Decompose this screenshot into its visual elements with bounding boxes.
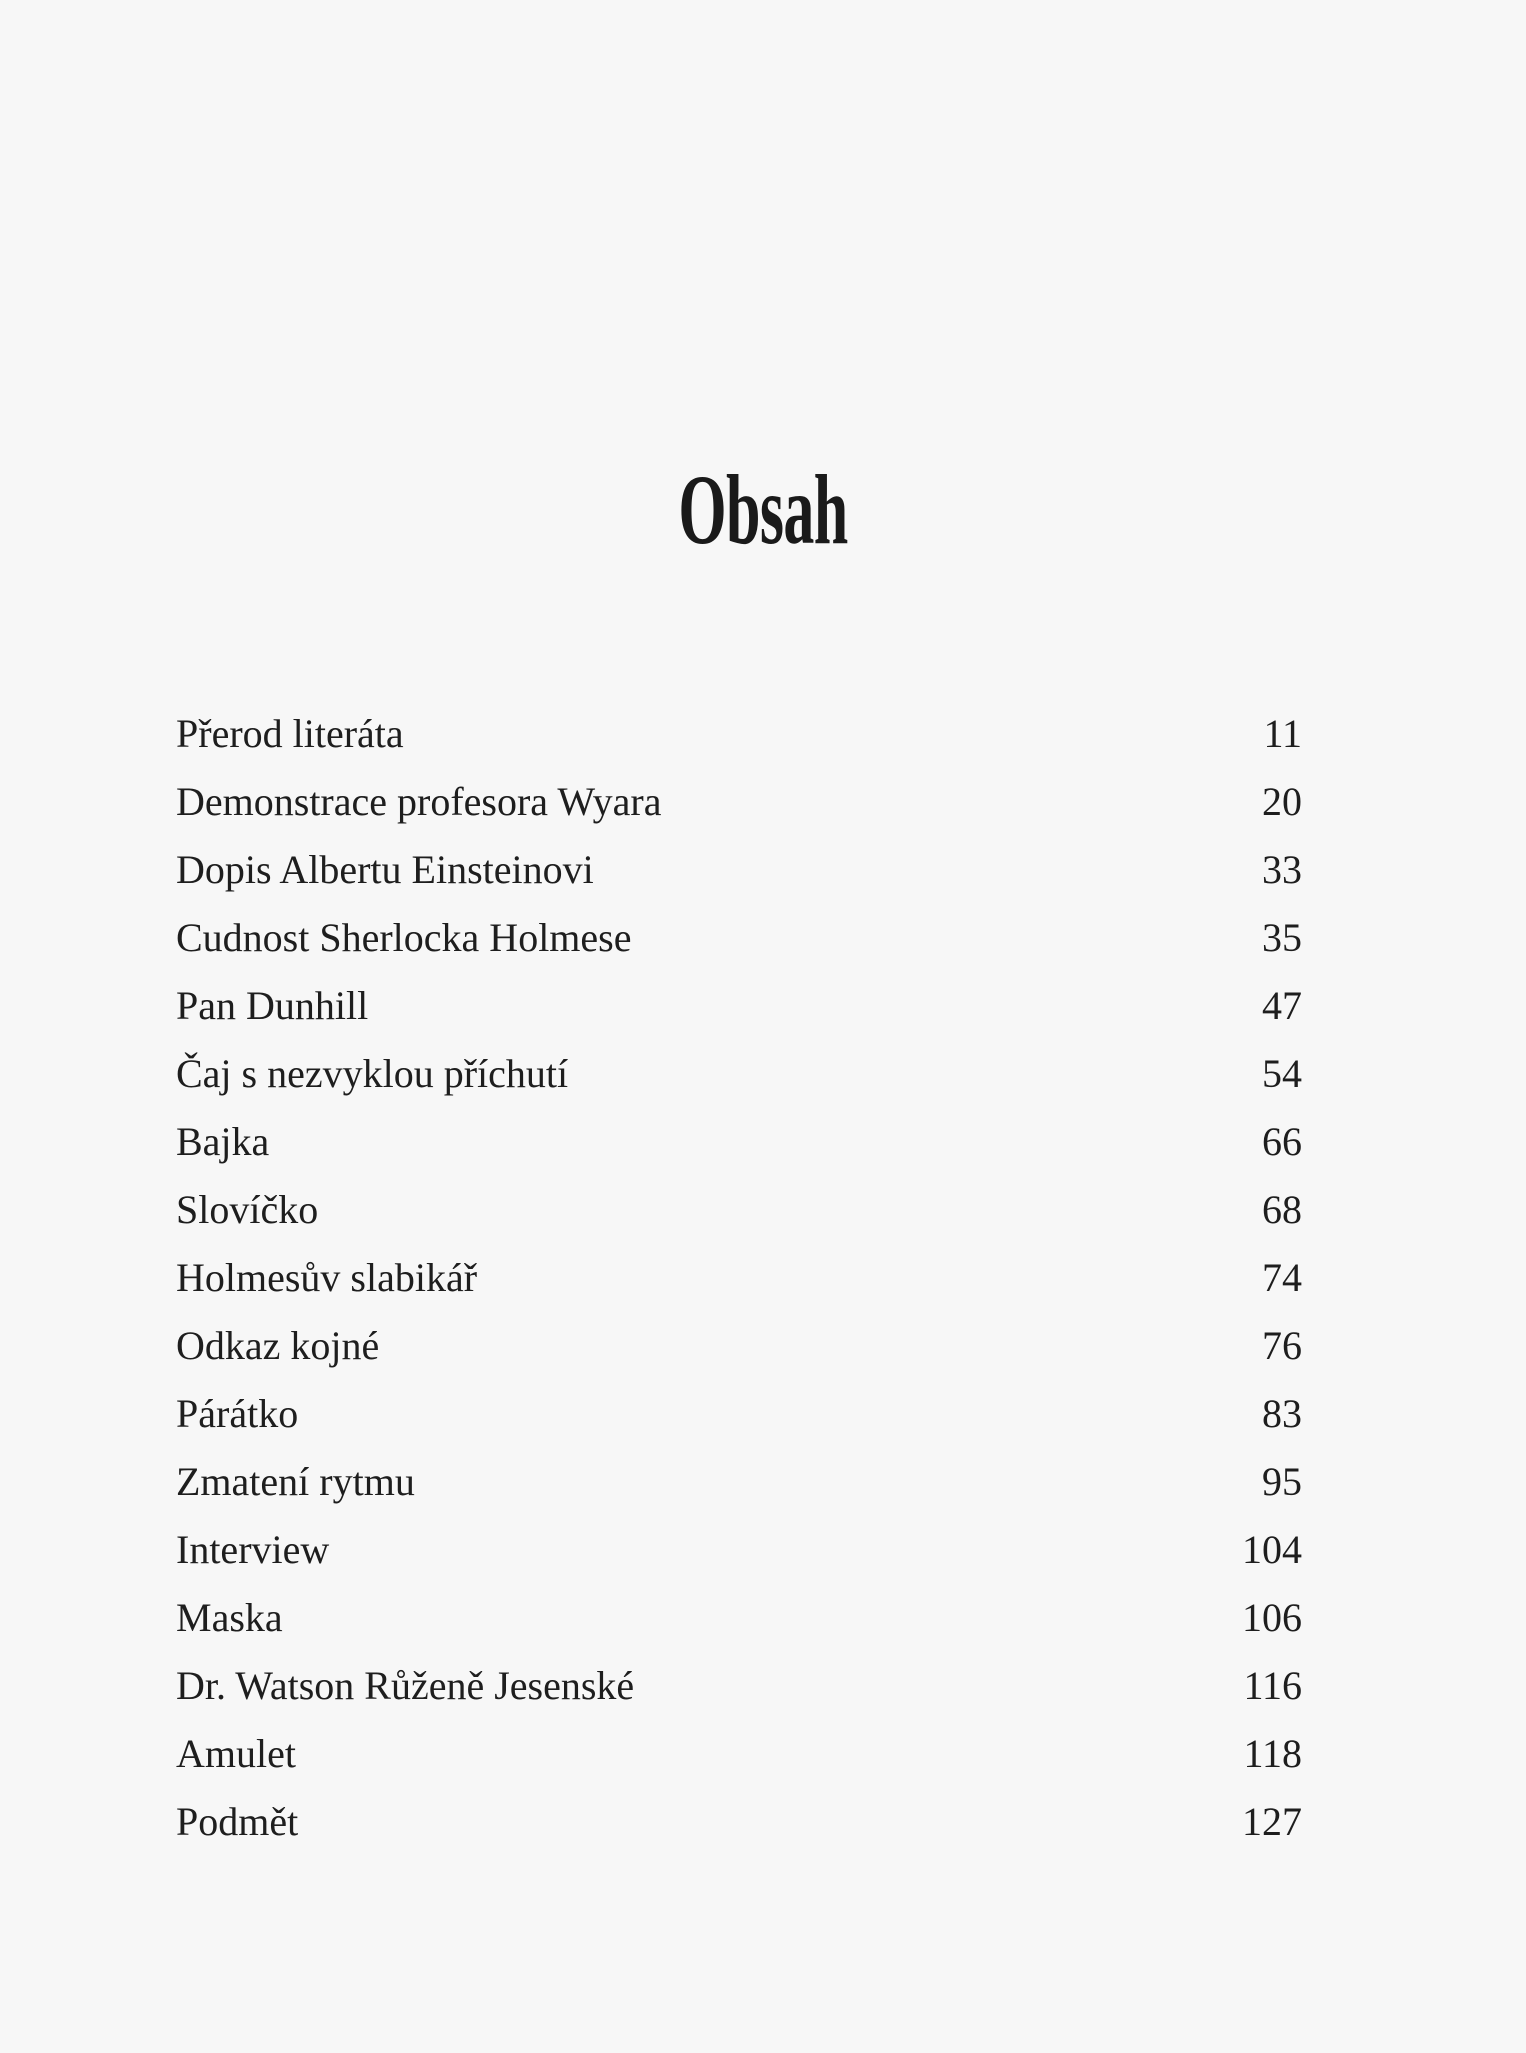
toc-entry-page: 76 — [1262, 1323, 1302, 1368]
toc-entry-title: Párátko — [176, 1391, 299, 1436]
toc-entry-title: Dopis Albertu Einsteinovi — [176, 847, 594, 892]
toc-entry-title: Holmesův slabikář — [176, 1255, 478, 1300]
toc-entry — [176, 700, 1302, 768]
toc-entry-page: 118 — [1243, 1731, 1302, 1776]
toc-entry — [176, 1448, 1302, 1516]
toc-entry — [176, 1720, 1302, 1788]
table-of-contents — [176, 700, 1302, 1856]
toc-entry — [176, 972, 1302, 1040]
toc-entry-page: 106 — [1242, 1595, 1302, 1640]
toc-entry-page: 83 — [1262, 1391, 1302, 1436]
toc-entry-page: 33 — [1262, 847, 1302, 892]
toc-entry — [176, 1108, 1302, 1176]
toc-entry-title: Odkaz kojné — [176, 1323, 380, 1368]
toc-entry-page: 74 — [1262, 1255, 1302, 1300]
toc-entry — [176, 768, 1302, 836]
toc-entry — [176, 1244, 1302, 1312]
toc-entry-title: Amulet — [176, 1731, 296, 1776]
toc-entry — [176, 1788, 1302, 1856]
toc-entry — [176, 1380, 1302, 1448]
toc-entry-page: 11 — [1263, 711, 1302, 756]
toc-entry — [176, 1652, 1302, 1720]
toc-entry-page: 104 — [1242, 1527, 1302, 1572]
toc-entry-title: Cudnost Sherlocka Holmese — [176, 915, 632, 960]
toc-entry — [176, 836, 1302, 904]
toc-entry-page: 116 — [1243, 1663, 1302, 1708]
toc-entry — [176, 904, 1302, 972]
toc-entry-page: 68 — [1262, 1187, 1302, 1232]
toc-entry-page: 20 — [1262, 779, 1302, 824]
toc-entry-title: Přerod literáta — [176, 711, 404, 756]
toc-entry — [176, 1584, 1302, 1652]
toc-entry-title: Bajka — [176, 1119, 270, 1164]
toc-entry-title: Interview — [176, 1527, 330, 1572]
toc-entry-page: 95 — [1262, 1459, 1302, 1504]
toc-entry-title: Dr. Watson Růženě Jesenské — [176, 1663, 635, 1708]
toc-entry-title: Podmět — [176, 1799, 299, 1844]
toc-entry-title: Čaj s nezvyklou příchutí — [176, 1051, 569, 1096]
toc-entry-title: Maska — [176, 1595, 283, 1640]
toc-entry-page: 47 — [1262, 983, 1302, 1028]
page-title: Obsah — [678, 454, 848, 565]
toc-entry-page: 35 — [1262, 915, 1302, 960]
toc-entry — [176, 1516, 1302, 1584]
toc-entry — [176, 1176, 1302, 1244]
toc-entry — [176, 1040, 1302, 1108]
toc-entry-page: 127 — [1242, 1799, 1302, 1844]
toc-entry-title: Demonstrace profesora Wyara — [176, 779, 662, 824]
toc-entry-title: Zmatení rytmu — [176, 1459, 415, 1504]
toc-entry-page: 66 — [1262, 1119, 1302, 1164]
toc-entry-title: Pan Dunhill — [176, 983, 369, 1028]
toc-entry — [176, 1312, 1302, 1380]
toc-entry-page: 54 — [1262, 1051, 1302, 1096]
toc-entry-title: Slovíčko — [176, 1187, 319, 1232]
